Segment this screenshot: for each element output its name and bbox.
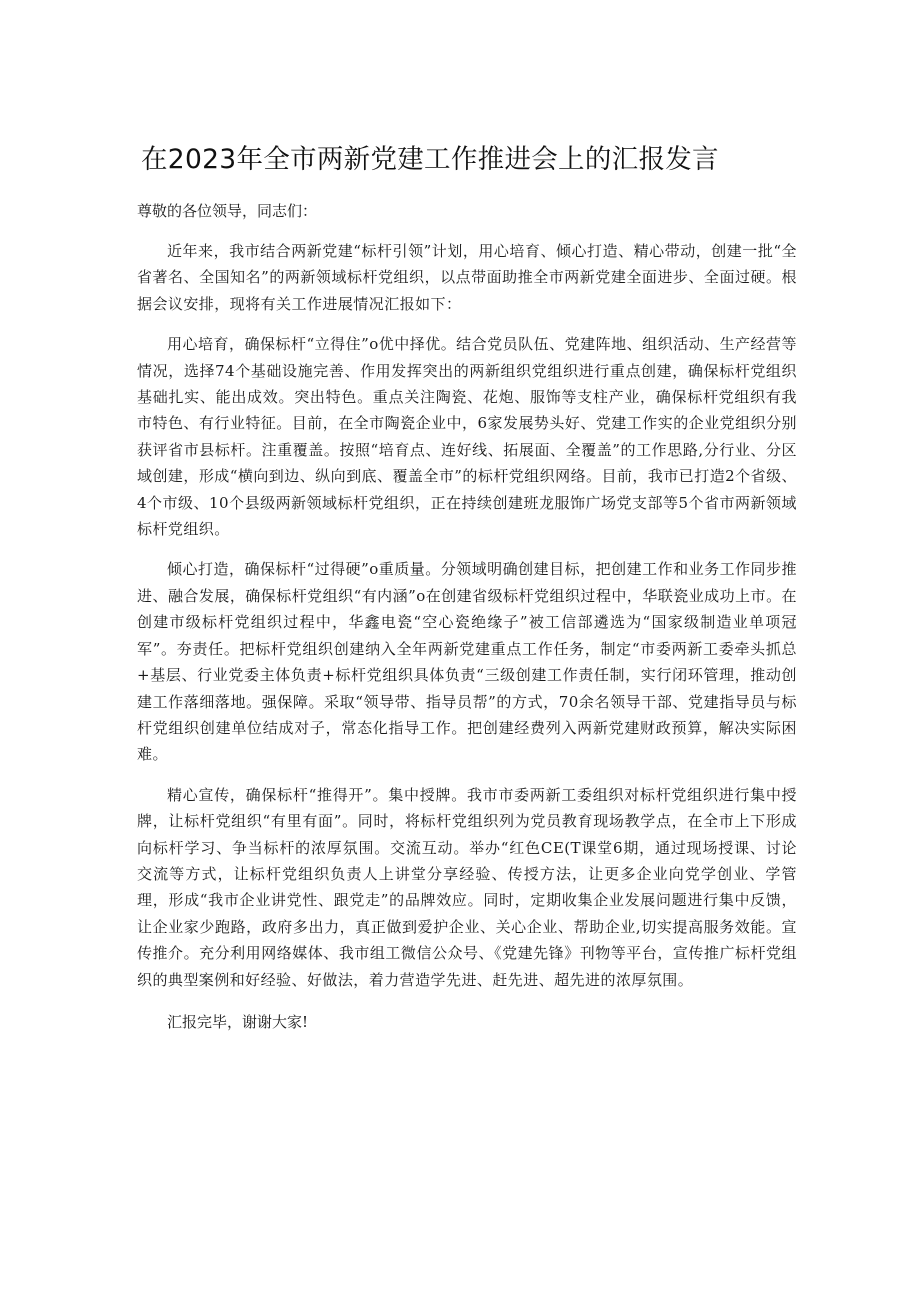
document-title: 在2023年全市两新党建工作推进会上的汇报发言 (141, 144, 719, 175)
paragraph-build: 倾心打造，确保标杆“过得硬”o重质量。分领域明确创建目标，把创建工作和业务工作同步推进、融合发展，确保标杆党组织“有内涵”o在创建省级标杆党组织过程中，华联瓷业成功上市。在创建市级标杆党组织过程中，华鑫电瓷“空心瓷绝缘子”被工信部遴选为“国家级制造业单项冠军”。夯责任。把标杆党组织创建纳入全年两新党建重点工作任务，制定“市委两新工委牵头抓总+基层、行业党委主体负责+标杆党组织具体负责“三级创建工作责任制，实行闭环管理，推动创建工作落细落地。强保障。采取“领导带、指导员帮”的方式，70余名领导干部、党建指导员与标杆党组织创建单位结成对子，常态化指导工作。把创建经费列入两新党建财政预算，解决实际困难。 (137, 560, 797, 764)
salutation: 尊敬的各位领导，同志们： (137, 202, 318, 220)
paragraph-cultivate: 用心培育，确保标杆“立得住”o优中择优。结合党员队伍、党建阵地、组织活动、生产经营等情况，选择74个基础设施完善、作用发挥突出的两新组织党组织进行重点创建，确保标杆党组织基础扎实、能出成效。突出特色。重点关注陶瓷、花炮、服饰等支柱产业，确保标杆党组织有我市特色、有行业特征。目前，在全市陶瓷企业中，6家发展势头好、党建工作实的企业党组织分别获评省市县标杆。注重覆盖。按照“培育点、连好线、拓展面、全覆盖”的工作思路,分行业、分区域创建，形成“横向到边、纵向到底、覆盖全市”的标杆党组织网络。目前，我市已打造2个省级、4个市级、10个县级两新领域标杆党组织，正在持续创建班龙服饰广场党支部等5个省市两新领域标杆党组织。 (137, 335, 797, 539)
document-page (137, 140, 797, 1035)
paragraph-intro: 近年来，我市结合两新党建“标杆引领”计划，用心培育、倾心打造、精心带动，创建一批“全省著名、全国知名”的两新领域标杆党组织，以点带面助推全市两新党建全面进步、全面过硬。根据会议安排，现将有关工作进展情况汇报如下： (137, 242, 797, 313)
paragraph-promote: 精心宣传，确保标杆“推得开”。集中授牌。我市市委两新工委组织对标杆党组织进行集中授牌，让标杆党组织“有里有面”。同时，将标杆党组织列为党员教育现场教学点，在全市上下形成向标杆学习、争当标杆的浓厚氛围。交流互动。举办“红色CE(T课堂6期，通过现场授课、讨论交流等方式，让标杆党组织负责人上讲堂分享经验、传授方法，让更多企业向党学创业、学管理，形成“我市企业讲党性、跟党走”的品牌效应。同时，定期收集企业发展问题进行集中反馈，让企业家少跑路，政府多出力，真正做到爱护企业、关心企业、帮助企业,切实提高服务效能。宣传推介。充分利用网络媒体、我市组工微信公众号、《党建先锋》刊物等平台，宣传推广标杆党组织的典型案例和好经验、好做法，着力营造学先进、赶先进、超先进的浓厚氛围。 (137, 785, 797, 989)
closing-remark: 汇报完毕，谢谢大家! (167, 1012, 309, 1031)
